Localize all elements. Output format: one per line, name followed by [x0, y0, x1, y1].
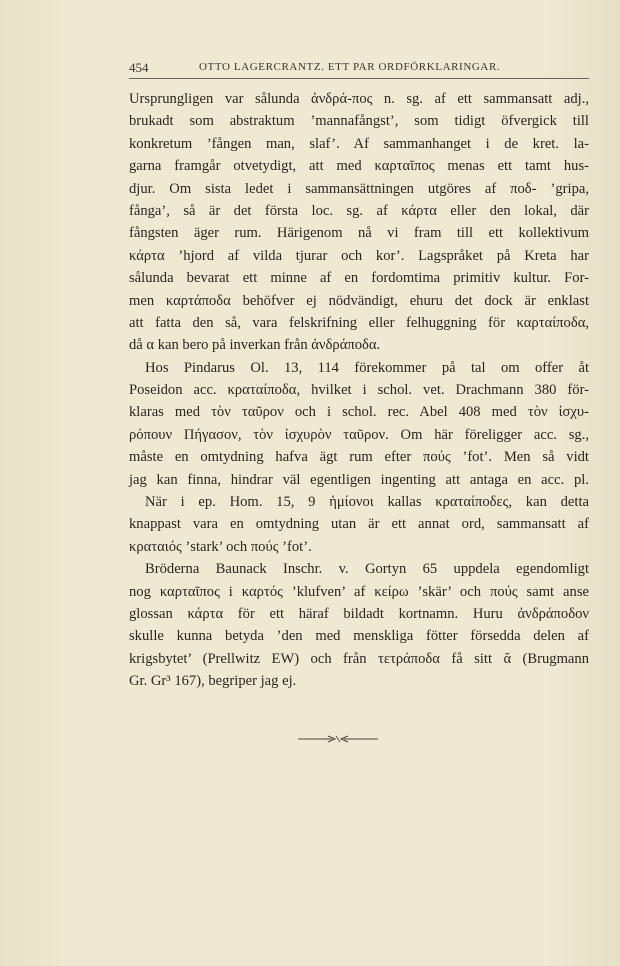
text-line: Poseidon acc. κραταίποδα, hvilket i schol. vet. Drachmann 380 för-: [129, 382, 589, 399]
running-header: [129, 60, 589, 78]
text-line: jag kan finna, hindrar väl egentligen ingenting att antaga en acc. pl.: [129, 471, 589, 488]
header-rule: [129, 78, 589, 79]
text-line: ρόπουν Πήγασον, τὸν ἰσχυρὸν ταῦρον. Om här föreligger acc. sg.,: [129, 426, 589, 443]
article-text: [129, 88, 589, 693]
text-line: garna framgår otvetydigt, att med καρταῖπος menas ett tamt hus-: [129, 158, 589, 175]
text-line: krigsbytet’ (Prellwitz EW) och från τετράποδα få sitt ᾰ (Brugmann: [129, 650, 589, 667]
text-line: då α kan bero på inverkan från ἀνδράποδα.: [129, 337, 381, 354]
text-line: klaras med τὸν ταῦρον och i schol. rec. Abel 408 med τὸν ἰσχυ-: [129, 404, 589, 421]
text-line: fånga’, så är det första loc. sg. af κάρτα eller den lokal, där: [129, 202, 589, 219]
text-line: skulle kunna betyda ’den med menskliga fötter försedda delen af: [129, 628, 589, 645]
text-line: Ursprungligen var sålunda ἀνδρά-πος n. sg. af ett sammansatt adj.,: [129, 91, 589, 107]
running-title: OTTO LAGERCRANTZ. ETT PAR ORDFÖRKLARINGAR.: [199, 61, 501, 73]
page-number: 454: [129, 60, 149, 75]
text-line: brukadt som abstraktum ’mannafångst’, som tidigt öfvergick till: [129, 113, 589, 130]
text-line: nog καρταῖπος i καρτός ’klufven’ af κείρω ’skär’ och πούς samt anse: [129, 583, 589, 600]
end-of-article-ornament: [298, 733, 378, 745]
text-line: måste en omtydning hafva ägt rum efter πούς ’fot’. Men så vidt: [129, 449, 589, 466]
text-line: κάρτα ’hjord af vilda tjurar och kor’. Lagspråket på Kreta har: [129, 247, 589, 264]
text-line: κραταιός ’stark’ och πούς ’fot’.: [129, 538, 312, 555]
text-line: Gr. Gr³ 167), begriper jag ej.: [129, 673, 297, 690]
text-line: att fatta den så, vara felskrifning eller felhuggning för καρταίποδα,: [129, 314, 589, 331]
text-line: konkretum ’fången man, slaf’. Af sammanhanget i de kret. la-: [129, 135, 589, 152]
text-line: glossan κάρτα för ett häraf bildadt kortnamn. Huru ἀνδράποδον: [129, 605, 589, 622]
paragraph-start-line: När i ep. Hom. 15, 9 ἡμίονοι kallas κραταίποδες, kan detta: [145, 494, 589, 511]
paragraph-start-line: Bröderna Baunack Inschr. v. Gortyn 65 uppdela egendomligt: [145, 561, 589, 578]
text-line: djur. Om sista ledet i sammansättningen utgöres af ποδ- ’gripa,: [129, 180, 589, 197]
text-line: fångsten äger rum. Härigenom nå vi fram till ett kollektivum: [129, 225, 589, 242]
text-line: men καρτάποδα behöfver ej nödvändigt, ehuru det dock är enklast: [129, 292, 589, 309]
text-line: sålunda bevarat ett minne af en fordomtima primitiv kultur. For-: [129, 270, 589, 287]
paragraph-start-line: Hos Pindarus Ol. 13, 114 förekommer på tal om offer åt: [145, 359, 589, 376]
text-line: knappast vara en omtydning utan är ett annat ord, sammansatt af: [129, 516, 589, 533]
